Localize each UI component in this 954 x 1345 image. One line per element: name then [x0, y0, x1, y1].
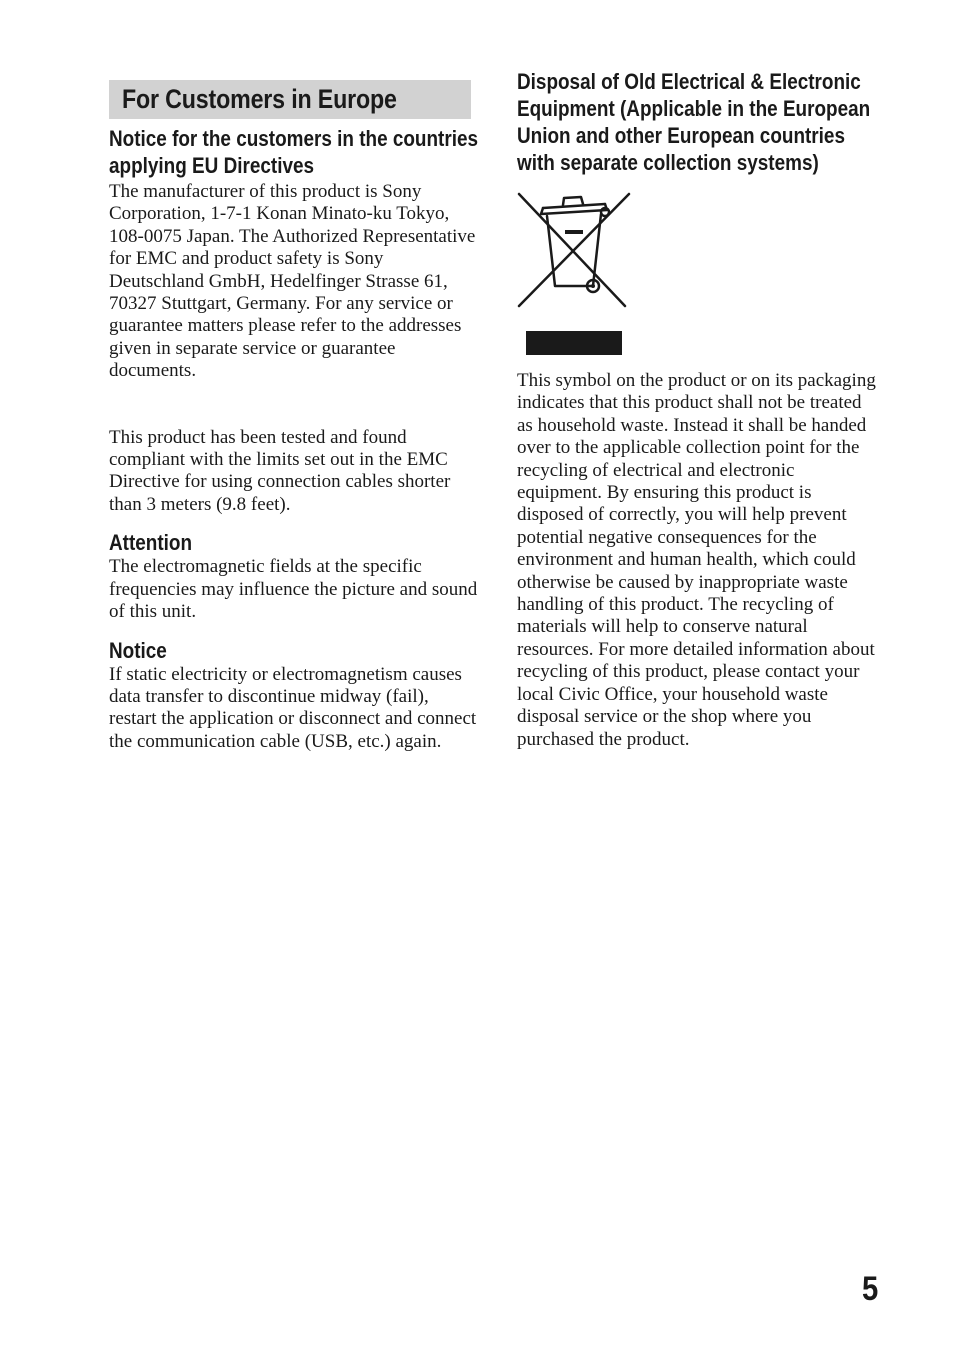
left-column	[109, 80, 479, 753]
emc-tested-paragraph: This product has been tested and found compliant with the limits set out in the EMC Directive for using connection cables shorter than 3 meters (9.8 feet).	[109, 426, 451, 515]
section-title-bar	[109, 80, 471, 119]
right-column	[517, 68, 882, 751]
notice-heading: Notice	[109, 637, 167, 663]
notice-eu-heading: Notice for the customers in the countries applying EU Directives	[109, 126, 479, 178]
notice-paragraph: If static electricity or electromagnetism causes data transfer to discontinue midway (fail), restart the application or disconnect and connect the communication cable (USB, etc.) again.	[109, 663, 477, 752]
section-title: For Customers in Europe	[122, 84, 397, 114]
disposal-heading: Disposal of Old Electrical & Electronic Equipment (Applicable in the European Union and other European countries with separate collection systems)	[517, 69, 871, 175]
attention-heading: Attention	[109, 530, 193, 556]
attention-paragraph: The electromagnetic fields at the specific frequencies may influence the picture and sound of this unit.	[109, 556, 478, 623]
manufacturer-paragraph: The manufacturer of this product is Sony Corporation, 1-7-1 Konan Minato-ku Tokyo, 108-0075 Japan. The Authorized Representative for EMC and product safety is Sony Deutschland GmbH, Hedelfinger Strasse 61, 70327 Stuttgart, Germany. For any service or guarantee matters please refer to the addresses given in separate service or guarantee documents.	[109, 181, 476, 382]
weee-black-bar	[526, 331, 622, 355]
crossed-out-wheelie-bin-icon	[517, 190, 637, 360]
symbol-paragraph: This symbol on the product or on its packaging indicates that this product shall not be treated as household waste. Instead it shall be handed over to the applicable collection point for the recycling of electrical and electronic equipment. By ensuring this product is disposed of correctly, you will help prevent potential negative consequences for the environment and human health, which could otherwise be caused by inappropriate waste handling of this product. The recycling of materials will help to conserve natural resources. For more detailed information about recycling of this product, please contact your local Civic Office, your household waste disposal service or the shop where you purchased the product.	[517, 370, 876, 750]
page-number: 5	[862, 1270, 879, 1308]
